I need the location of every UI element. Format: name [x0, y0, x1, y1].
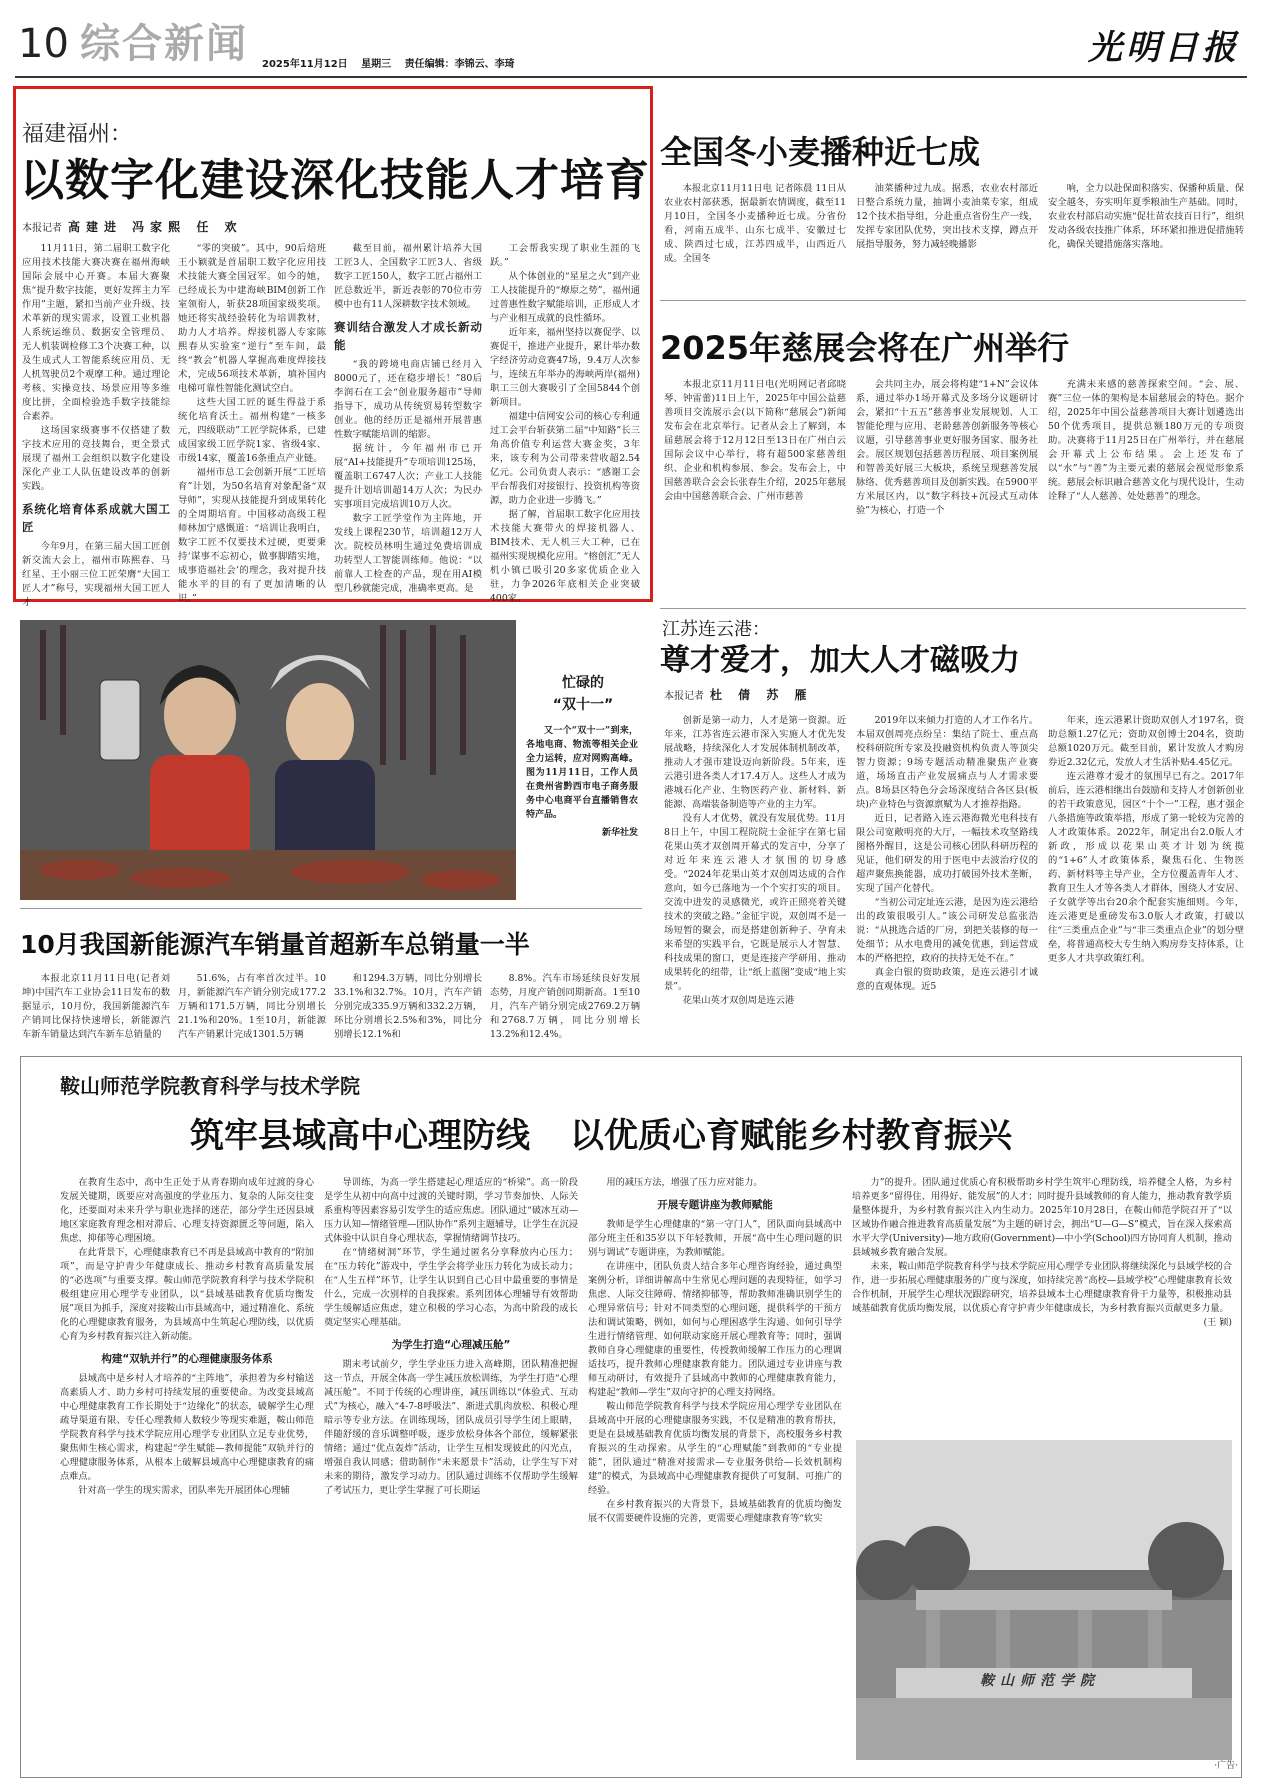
divider [660, 608, 1246, 609]
divider [660, 300, 1246, 301]
charity-col-3 [1048, 378, 1244, 600]
ev-col-4 [490, 972, 640, 1044]
paragraph: 连云港尊才爱才的氛围早已有之。2017年前后，连云港相继出台鼓励和支持人才创新创业的若干政策意见，园区“十个一”工程，惠才强企八条措施等政策举措，形成了第一轮较为完善的人才政策体系。2022年，制定出台2.0版人才新政，形成以花果山英才计划为统揽的“1+6”人才政策体系，聚焦石化、生物医药、新材料等主导产业，全方位覆盖青年人才、教育卫生人才等各类人才群体，围绕人才安居、子女就学等出台20余个配套实施细则。今年，连云港更是重磅发布3.0版人才政策，打破以往“三类重点企业”与“非三类重点企业”的划分壁垒，将普通高校大专生纳入购房券支持体系，让更多人才共享政策红利。 [1048, 771, 1244, 964]
paragraph: 在“情绪树洞”环节，学生通过匿名分享释放内心压力；在“压力转化”游戏中，学生学会将学业压力转化为成长动力；在“人生五样”环节，让学生认识到自己心目中最重要的事情是什么，完成一次别样的自我探索。系列团体心理辅导有效帮助学生缓解适应焦虑，建立积极的学习心态，为高中阶段的成长奠定坚实心理基础。 [324, 1247, 578, 1328]
ad-title-a: 筑牢县域高中心理防线 [190, 1116, 530, 1156]
photo-caption [526, 724, 638, 840]
paragraph: 今年9月，在第三届大国工匠创新交流大会上，福州市陈熙春、马红星、王小丽三位工匠荣膺“大国工匠人才”称号，实现福州大国工匠人才 [22, 541, 170, 608]
lead-col-3 [334, 242, 482, 594]
paragraph: 未来，鞍山师范学院教育科学与技术学院应用心理学专业团队将继续深化与县域学校的合作，进一步拓展心理健康服务的广度与深度，如持续完善“高校—县域学校”心理健康教育长效合作机制，开展学生心理状况跟踪研究，培养县域本土心理健康教育骨干力量等，积极推动县域基础教育优质均衡发展，以优质心育守护青少年健康成长，为乡村教育振兴贡献更多力量。 [852, 1261, 1232, 1314]
ev-col-1 [22, 972, 170, 1044]
issue-date [262, 58, 515, 72]
paragraph: 真金白银的资助政策，是连云港引才诚意的直观体现。近5 [856, 967, 1038, 992]
paragraph: 创新是第一动力，人才是第一资源。近年来，江苏省连云港市深入实施人才优先发展战略，持续深化人才发展体制机制改革，推动人才强市建设迈向新阶段。5年来，连云港引进各类人才17.4万人。这些人才成为港城石化产业、生物医药产业、新材料、新能源、高端装备制造等产业的主力军。 [664, 715, 846, 810]
paragraph: 会共同主办，展会将构建“1+N”会议体系，通过举办1场开幕式及多场分议题研讨会，紧扣“十五五”慈善事业发展规划、人工智能伦理与应用、老龄慈善创新服务等核心议题，引导慈善事业更好服务国家、服务社会。展区规划包括慈善历程展、项目案例展和智善美好展三大板块，系统呈现慈善发展脉络、优秀慈善项目及创新实践。在5900平方米展区内，以“数字科技+沉浸式互动体验”为核心，打造一个 [856, 379, 1038, 516]
paragraph: 在教育生态中，高中生正处于从青春期向成年过渡的身心发展关键期，既要应对高强度的学业压力、复杂的人际交往变化，还要面对未来升学与职业选择的迷茫，部分学生还因县域地区家庭教育理念相对滞后、心理支持资源匮乏等问题，陷入焦虑、抑郁等心理困境。 [60, 1177, 314, 1244]
ad-col-3 [588, 1176, 842, 1774]
photo-illustration [20, 620, 516, 900]
paragraph: 本报北京11月11日电 记者陈晨 11日从农业农村部获悉，据最新农情调度，截至11月10日，全国冬小麦播种近七成。分省份看，河南五成半、山东七成半、安徽过七成、陕西过七成，江苏四成半，山西近八成。全国冬 [664, 183, 846, 264]
lyg-col-3 [1048, 714, 1244, 1042]
ad-title-b: 以优质心育赋能乡村教育振兴 [570, 1116, 1012, 1156]
campus-gate-illustration [856, 1440, 1232, 1760]
charity-col-2 [856, 378, 1038, 600]
caption-text: 又一个“双十一”到来，各地电商、物流等相关企业全力运转，应对网购高峰。图为11月11日，工作人员在贵州省黔西市电子商务服务中心电商平台直播销售农特产品。 [526, 726, 638, 820]
subhead: 为学生打造“心理减压舱” [391, 1339, 511, 1351]
paragraph: 充满未来感的慈善探索空间。“会、展、赛”三位一体的架构是本届慈展会的特色。据介绍，2025年中国公益慈善项目大赛计划遴选出50个优秀项目，提供总额180万元的专项资助。决赛将于11月25日在广州举行，并在慈展会开幕式上公布结果。会上还发布了以“水”与“善”为主要元素的慈展会视觉形象系统。慈展会标识融合慈善文化与现代设计，生动诠释了“人人慈善、处处慈善”的理念。 [1048, 379, 1244, 502]
wheat-col-3 [1048, 182, 1244, 282]
paragraph: “当初公司定址连云港，是因为连云港给出的政策很吸引人。”该公司研发总监张浩说：“从挑选合适的厂房，到把关装修的每一处细节；从水电费用的减免优惠，到运营成本的严格把控，政府的扶持无处不在。” [856, 897, 1038, 964]
ad-col-1 [60, 1176, 314, 1774]
photo-credit: 新华社发 [601, 828, 638, 838]
paragraph: 近日，记者路入连云港海微光电科技有限公司宽敞明亮的大厅，一幅技术攻坚路线图格外醒目，这是公司核心团队科研历程的见证，他们研发的用于医电中去波治疗仪的超声聚焦换能器，成功打破国外技术垄断，实现了国产化替代。 [856, 813, 1038, 894]
paragraph: 数字工匠学堂作为主阵地，开发线上课程230节，培训超12万人次。院校员林明生通过免费培训成功转型人工智能训练师。他说：“以前靠人工检查的产品，现在用AI模型几秒就能完成，准确率更高。是 [334, 513, 482, 594]
ad-photo [856, 1440, 1232, 1760]
lyg-col-1 [664, 714, 846, 1042]
lead-title: 以数字化建设深化技能人才培育 [20, 155, 650, 206]
charity-title: 2025年慈展会将在广州举行 [660, 329, 1070, 367]
ev-col-3 [334, 972, 482, 1044]
paragraph: 这场国家级赛事不仅搭建了数字技术应用的竞技舞台，更全景式展现了福州工会组织以数字化建设深化产业工人队伍建设改革的创新实践。 [22, 425, 170, 492]
lyg-byline [664, 686, 813, 703]
byline-label: 本报记者 [664, 691, 704, 702]
paragraph: 福州市总工会创新开展“工匠培育”计划，为50名培育对象配备“双导师”，实现从技能提升到成果转化的全周期培育。中国移动高级工程师林加宁感慨道：“培训让我明白，数字工匠不仅要技术过硬，更要秉持‘谋事不忘初心，做事脚踏实地，成事造福社会’的理念，我对提升技能水平的目的有了更加清晰的认识。” [178, 467, 326, 604]
wheat-col-2 [856, 182, 1038, 282]
byline-names: 高建进 冯家熙 任 欢 [68, 220, 243, 234]
ad-mark: ·广告· [1214, 1761, 1238, 1771]
paragraph: “我的跨境电商店铺已经月入8000元了，还在稳步增长！”80后李润石在工会“创业服务超市”导师指导下，成功从传统贸易转型数字创业。他的经历正是福州开展普惠性数字赋能培训的缩影。 [334, 359, 482, 440]
editors: 责任编辑：李锦云、李琦 [404, 59, 515, 70]
signature: (王 颖) [1203, 1317, 1232, 1328]
lead-col-2 [178, 242, 326, 604]
subhead: 开展专题讲座为教师赋能 [657, 1199, 773, 1211]
lead-kicker: 福建福州： [22, 122, 133, 147]
lead-col-4 [490, 242, 640, 604]
paragraph: 8.8%。汽车市场延续良好发展态势，月度产销创同期新高。1至10月，汽车产销分别完成2769.2万辆和2768.7万辆，同比分别增长13.2%和12.4%。 [490, 973, 640, 1040]
paragraph: 据了解，首届职工数字化应用技术技能大赛带火的焊接机器人、BIM技术、无人机三大工种，已在福州实现规模化应用。“榕创汇”无人机小镇已吸引20多家优质企业入驻，力争2026年底相关企业突破400家。 [490, 509, 640, 604]
photo-title-line: “双十一” [552, 697, 614, 713]
lead-byline [22, 218, 243, 235]
paragraph: 11月11日，第二届职工数字化应用技术技能大赛决赛在福州海峡国际会展中心开赛。本届大赛聚焦“提升数字技能，更好发挥主力军作用”主题，紧扣当前产业升级、技术革新的现实需求，设置工业机器人系统运维员、数据安全管理员、无人机装调检修工3个决赛工种，以及生成式人工智能系统应用员、无人机驾驶员2个观摩工种。通过理论考核、实操竞技、场景应用等多维度比拼，全面检验选手数字技能综合素养。 [22, 243, 170, 422]
photo-title [524, 672, 642, 716]
charity-col-1 [664, 378, 846, 600]
lyg-title: 尊才爱才，加大人才磁吸力 [660, 643, 1020, 678]
paragraph: 在此背景下，心理健康教育已不再是县域高中教育的“附加项”，而是守护青少年健康成长、推动乡村教育高质量发展的“必选项”与重要支撑。鞍山师范学院教育科学与技术学院积极组建应用心理学专业团队，以“县域基础教育优质均衡发展”项目为抓手，深度对接鞍山市县域高中，通过精准化、系统化的心理健康教育服务，为县域高中生筑起心理防线，以优质心育为乡村教育振兴注入新动能。 [60, 1247, 314, 1342]
byline-names: 杜 倩 苏 雁 [710, 688, 813, 702]
paragraph: 和1294.3万辆，同比分别增长33.1%和32.7%。10月，汽车产销分别完成335.9万辆和332.2万辆，环比分别增长2.5%和3%，同比分别增长12.1%和 [334, 973, 482, 1040]
date: 2025年11月12日 [262, 59, 348, 70]
divider [20, 908, 642, 909]
building-sign: 鞍山师范学院 [980, 1673, 1100, 1689]
paragraph: 这些大国工匠的诞生得益于系统化培育沃土。福州构建“一核多元，四级联动”工匠学院体系，已建成国家级工匠学院1家、省级4家、市级14家，覆盖16条重点产业链。 [178, 397, 326, 464]
paragraph: 2019年以来倾力打造的人才工作名片。本届双创周亮点纷呈：集结了院士、重点高校科研院所专家及投融资机构负责人等顶尖智力资源；9场专题活动精准聚焦产业赛道，场场直击产业发展痛点与人才需求要点。8场县区特色分会场深度结合各区县(板块)产业特色与资源禀赋为人才推荐指路。 [856, 715, 1038, 810]
paragraph: 从个体创业的“星星之火”到产业工人技能提升的“燎原之势”，福州通过普惠性数字赋能培训，正形成人才与产业相互成就的良性循环。 [490, 271, 640, 324]
wheat-col-1 [664, 182, 846, 282]
lyg-kicker: 江苏连云港： [662, 619, 770, 640]
paragraph: 51.6%，占有率首次过半。10月，新能源汽车产销分别完成177.2万辆和171.5万辆，同比分别增长21.1%和20%。1至10月，新能源汽车产销累计完成1301.5万辆 [178, 973, 326, 1040]
header-rule [15, 76, 1247, 78]
subhead: 构建“双轨并行”的心理健康服务体系 [101, 1353, 273, 1365]
paragraph: 期末考试前夕，学生学业压力进入高峰期，团队精准把握这一节点，开展全体高一学生减压放松训练，为学生打造“心理减压舱”。不同于传统的心理讲座，减压训练以“体验式、互动式”为核心，融入“4-7-8呼吸法”、渐进式肌肉放松、积极心理暗示等专业方法。在训练现场，团队成员引导学生闭上眼睛，伴随舒缓的音乐调整呼吸，逐步放松身体各个部位，缓解紧张情绪；通过“优点轰炸”活动，让学生互相发现彼此的闪光点，增强自我认同感；借助制作“未来愿景卡”活动，让学生写下对未来的期待，激发学习动力。团队通过训练不仅帮助学生缓解了考试压力，更让学生掌握了可长期运 [324, 1359, 578, 1496]
paragraph: 没有人才优势，就没有发展优势。11月8日上午，中国工程院院士金征宇在第七届花果山英才双创周开幕式的发言中，分享了对近年来连云港人才氛围的切身感受。“2024年花果山英才双创周达成的合作意向，如今已落地为一个个实打实的项目。交流中进发的灵感微光，或许正照亮着关键技术的突破之路。”金征宇说，双创周不是一场短暂的聚会，而是搭建创新种子、孕育未来希望的实践平台，它既是展示人才智慧、科技成果的窗口，更是连接产学研用、推动成果转化的纽带，让“纸上蓝图”变成“地上实景”。 [664, 813, 846, 992]
paragraph: 花果山英才双创周是连云港 [682, 995, 795, 1006]
page-number: 10 [18, 21, 69, 67]
paragraph: “零的突破”。其中，90后焙班王小颖就是首届职工数字化应用技术技能大赛全国冠军。如今的她，已经成长为中建海峡BIM创新工作室领衔人，斩获28项国家级奖项。她还将实战经验转化为培训教材，助力人才培养。焊接机器人专家陈熙春从实验室“逆行”至车间，最终“教会”机器人掌握高难度焊接技术，完成56项技术革新，填补国内电梯可靠性智能化测试空白。 [178, 243, 326, 394]
ad-org: 鞍山师范学院教育科学与技术学院 [60, 1074, 360, 1098]
lead-col-1 [22, 242, 170, 608]
ad-title [190, 1114, 1012, 1158]
paragraph: 工会帮我实现了职业生涯的飞跃。” [490, 243, 640, 268]
paragraph: 近年来，福州坚持以赛促学、以赛促干，推进产业提升，累计举办数字经济劳动竞赛47场，9.4万人次参与，连续五年举办的海峡两岸(福州)职工三创大赛吸引了全国5844个创新项目。 [490, 327, 640, 408]
paragraph: 本报北京11月11日电(光明网记者邱晓琴、钟雷蕾)11日上午，2025年中国公益慈善项目交流展示会(以下简称“慈展会”)新闻发布会在北京举行。记者从会上了解到，本届慈展会将于12月12日至13日在广州白云国际会议中心举行，将有超500家慈善组织、企业和机构参展、参会。发布会上，中国慈善联合会会长张春生介绍，2025年慈展会由中国慈善联合会、广州市慈善 [664, 379, 846, 502]
paragraph: 响，全力以赴保面积落实、保播种质量、保安全越冬，夯实明年夏季粮油生产基础。同时，农业农村部启动实施“促壮苗农技百日行”，组织发动各级农技推广体系，环环紧扣推进促措施转化，确保关键措施落实落地。 [1048, 183, 1244, 250]
section-title: 综合新闻 [80, 21, 248, 67]
ad-col-4 [852, 1176, 1232, 1430]
paragraph: 县域高中是乡村人才培养的“主阵地”，承担着为乡村输送高素质人才、助力乡村可持续发展的重要使命。为改变县域高中心理健康教育工作长期处于“边缘化”的状态，破解学生心理疏导渠道有限、专任心理教师人数较少等现实难题，鞍山师范学院教育科学与技术学院应用心理学专业团队立足专业优势，聚焦师生核心需求，构建起“学生赋能—教师提能”双轨并行的心理健康服务体系，从根本上破解县域高中心理健康教育的痛点难点。 [60, 1373, 314, 1482]
ev-title: 10月我国新能源汽车销量首超新车总销量一半 [20, 930, 530, 959]
weekday: 星期三 [361, 59, 392, 70]
paragraph: 截至目前，福州累计培养大国工匠3人、全国数字工匠3人、省级数字工匠150人，数字工匠占福州工匠总数近半，新近表彰的70位市劳模中也有11人深耕数字技术领域。 [334, 243, 482, 310]
subhead: 系统化培育体系成就大国工匠 [22, 502, 170, 534]
wheat-title: 全国冬小麦播种近七成 [660, 133, 981, 171]
ad-col-2 [324, 1176, 578, 1774]
news-photo [20, 620, 516, 900]
paragraph: 针对高一学生的现实需求，团队率先开展团体心理辅 [78, 1485, 290, 1496]
paragraph: 鞍山师范学院教育科学与技术学院应用心理学专业团队在县域高中开展的心理健康服务实践，不仅是精准的教育帮扶，更是在县域基础教育优质均衡发展的背景下，高校服务乡村教育振兴的生动探索。从学生的“心理赋能”到教师的“专业提能”，团队通过“精准对接需求—专业服务供给—长效机制构建”的模式，为县域高中心理健康教育提供了可复制、可推广的经验。 [588, 1401, 842, 1496]
masthead-logo: 光明日报 [1088, 28, 1240, 68]
paragraph: 据统计，今年福州市已开展“AI+技能提升”专项培训125场，覆盖职工6747人次；产业工人技能提升计划培训超14万人次；为民办实事项目完成培训10万人次。 [334, 443, 482, 510]
paragraph: 油菜播种过九成。据悉，农业农村部近日整合系统力量，抽调小麦油菜专家，组成12个技术指导组，分赴重点省份生产一线，发挥专家团队优势，突出技术支撑，蹲点开展指导服务，努力减轻晚播影 [856, 183, 1038, 250]
paragraph: 导训练，为高一学生搭建起心理适应的“桥梁”。高一阶段是学生从初中向高中过渡的关键时期，学习节奏加快、人际关系重构等因素容易引发学生的适应焦虑。团队通过“破冰互动—压力认知—情绪管理—团队协作”系列主题辅导，让学生在沉浸式体验中认识自身心理状态，掌握情绪调节技巧。 [324, 1177, 578, 1244]
paragraph: 在乡村教育振兴的大背景下，县域基础教育的优质均衡发展不仅需要硬件设施的完善，更需要心理健康教育等“软实 [588, 1499, 842, 1524]
lyg-col-2 [856, 714, 1038, 1042]
subhead: 赛训结合激发人才成长新动能 [334, 320, 482, 352]
byline-label: 本报记者 [22, 223, 62, 234]
photo-title-line: 忙碌的 [562, 675, 604, 691]
paragraph: 本报北京11月11日电(记者刘坤)中国汽车工业协会11日发布的数据显示，10月份，我国新能源汽车产销同比保持快速增长，新能源汽车新车销量达到汽车新车总销量的 [22, 973, 170, 1040]
paragraph: 年来，连云港累计资助双创人才197名，资助总额1.27亿元；资助双创博士204名，资助总额1020万元。截至目前，累计发放人才购房券近2.32亿元，发放人才生活补贴4.45亿元。 [1048, 715, 1244, 768]
ev-col-2 [178, 972, 326, 1044]
paragraph: 用的减压方法，增强了压力应对能力。 [606, 1177, 763, 1188]
paragraph: 力”的提升。团队通过优质心育积极帮助乡村学生筑牢心理防线，培养健全人格，为乡村培养更多“留得住、用得好、能发展”的人才；同时提升县域教师的育人能力，推动教育教学质量整体提升，为乡村教育振兴注入内生动力。2025年10月28日，在鞍山师范学院召开了“以区域协作融合推进教育高质量发展”为主题的研讨会，拥出“U—G—S”模式，旨在深入探索高水平大学(University)—地方政府(Government)—中小学(School)四方协同育人机制，推动县域城乡教育融合发展。 [852, 1177, 1232, 1258]
paragraph: 福建中信网安公司的核心专利通过工会平台斩获第二届“中知路”长三角高价值专利运营大赛金奖，3年来，该专利为公司带来营收超2.54亿元。公司负责人表示：“感谢工会平台帮我们对接银行、投资机构等资源，助力企业进一步腾飞。” [490, 411, 640, 506]
paragraph: 在讲座中，团队负责人结合多年心理咨询经验，通过典型案例分析，详细讲解高中生常见心理问题的表现特征，如学习焦虑、人际交往障碍、情绪抑郁等，帮助教师准确识别学生的心理异常信号；针对不同类型的心理问题，提供科学的干预方法和调试策略，例如，如何与心理困惑学生沟通、如何引导学生进行情绪管理、如何联动家庭开展心理教育等；同时，强调教师自身心理健康的重要性，传授教师缓解工作压力的心理调适技巧，提升教师心理健康教育能力。团队通过专业讲座与教师互动研讨，有效提升了县域高中教师的心理健康教育能力，构建起“教师—学生”双向守护的心理支持网络。 [588, 1261, 842, 1398]
paragraph: 教师是学生心理健康的“第一守门人”，团队面向县域高中部分班主任和35岁以下年轻教师，开展“高中生心理问题的识别与调试”专题讲座，为教师赋能。 [588, 1219, 842, 1258]
